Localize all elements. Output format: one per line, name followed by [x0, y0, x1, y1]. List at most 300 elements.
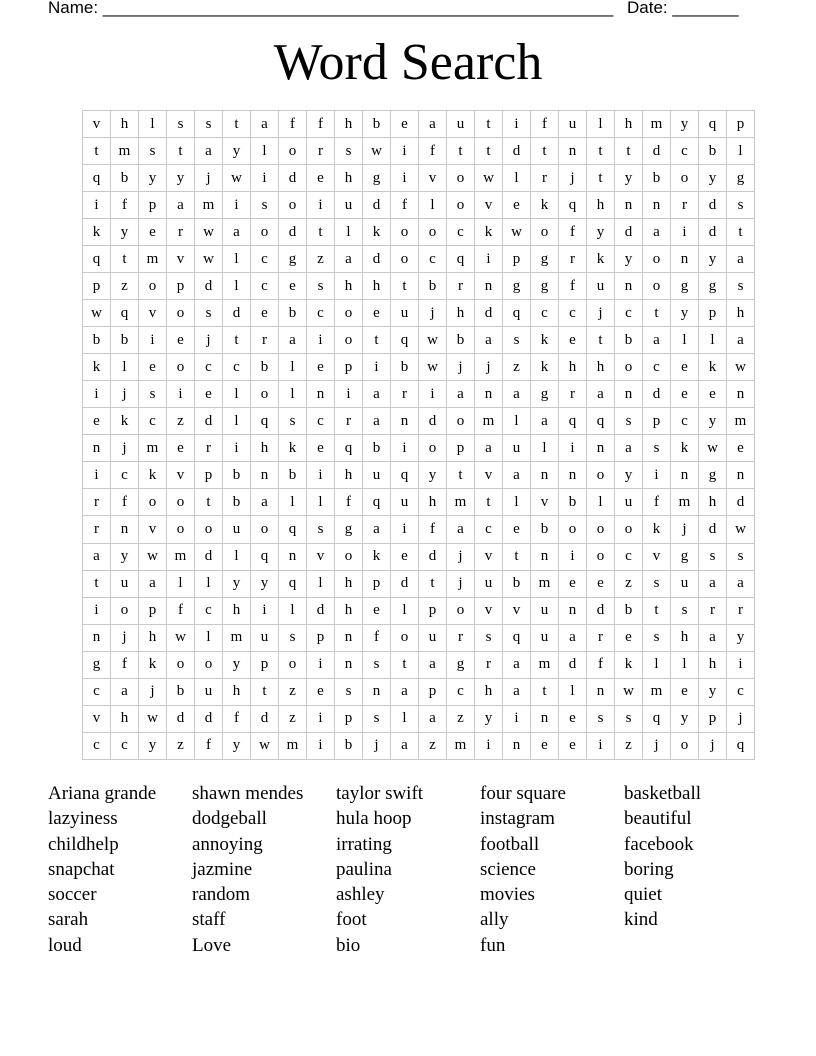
- grid-cell: r: [559, 246, 587, 273]
- grid-cell: t: [447, 138, 475, 165]
- grid-cell: u: [475, 570, 503, 597]
- grid-cell: o: [195, 651, 223, 678]
- grid-cell: w: [83, 300, 111, 327]
- grid-cell: o: [671, 732, 699, 759]
- grid-cell: d: [251, 705, 279, 732]
- grid-cell: n: [503, 732, 531, 759]
- grid-cell: n: [83, 624, 111, 651]
- word-item: instagram: [480, 808, 555, 830]
- grid-cell: e: [195, 381, 223, 408]
- grid-cell: r: [391, 381, 419, 408]
- grid-cell: o: [167, 300, 195, 327]
- grid-row: [83, 651, 755, 678]
- grid-cell: i: [251, 165, 279, 192]
- grid-cell: v: [139, 516, 167, 543]
- grid-cell: j: [111, 381, 139, 408]
- grid-cell: i: [307, 192, 335, 219]
- grid-cell: y: [251, 570, 279, 597]
- grid-cell: e: [307, 678, 335, 705]
- grid-cell: t: [587, 327, 615, 354]
- grid-cell: q: [83, 165, 111, 192]
- grid-cell: r: [307, 138, 335, 165]
- grid-cell: o: [251, 381, 279, 408]
- grid-cell: w: [223, 165, 251, 192]
- grid-cell: g: [335, 516, 363, 543]
- grid-cell: n: [251, 462, 279, 489]
- grid-cell: o: [671, 165, 699, 192]
- grid-cell: z: [111, 273, 139, 300]
- grid-cell: h: [335, 165, 363, 192]
- grid-cell: s: [195, 300, 223, 327]
- grid-cell: r: [587, 624, 615, 651]
- grid-cell: t: [475, 138, 503, 165]
- grid-cell: h: [223, 597, 251, 624]
- word-list: [48, 781, 768, 961]
- word-item: sarah: [48, 909, 89, 931]
- grid-cell: l: [335, 219, 363, 246]
- grid-cell: e: [671, 354, 699, 381]
- grid-cell: b: [223, 462, 251, 489]
- grid-cell: o: [251, 516, 279, 543]
- grid-cell: t: [83, 570, 111, 597]
- grid-cell: d: [195, 273, 223, 300]
- grid-cell: j: [671, 516, 699, 543]
- grid-cell: i: [307, 732, 335, 759]
- word-item: facebook: [624, 833, 694, 855]
- grid-cell: l: [223, 408, 251, 435]
- grid-cell: h: [223, 678, 251, 705]
- grid-cell: j: [419, 300, 447, 327]
- grid-cell: m: [447, 732, 475, 759]
- grid-cell: o: [279, 192, 307, 219]
- grid-cell: l: [559, 678, 587, 705]
- grid-cell: a: [363, 381, 391, 408]
- grid-cell: z: [615, 732, 643, 759]
- grid-cell: l: [223, 543, 251, 570]
- grid-cell: k: [279, 435, 307, 462]
- grid-cell: o: [391, 219, 419, 246]
- grid-cell: i: [727, 651, 755, 678]
- grid-cell: c: [727, 678, 755, 705]
- grid-cell: o: [447, 192, 475, 219]
- grid-cell: k: [139, 462, 167, 489]
- word-item: ashley: [336, 884, 385, 906]
- grid-cell: c: [111, 732, 139, 759]
- grid-cell: n: [615, 273, 643, 300]
- grid-cell: a: [447, 381, 475, 408]
- grid-cell: p: [335, 705, 363, 732]
- grid-cell: h: [587, 354, 615, 381]
- grid-cell: f: [391, 192, 419, 219]
- word-item: movies: [480, 884, 535, 906]
- grid-cell: l: [279, 381, 307, 408]
- grid-cell: f: [223, 705, 251, 732]
- grid-row: [83, 354, 755, 381]
- grid-cell: s: [503, 327, 531, 354]
- grid-cell: b: [223, 489, 251, 516]
- grid-cell: a: [167, 192, 195, 219]
- grid-cell: c: [139, 408, 167, 435]
- grid-row: [83, 381, 755, 408]
- grid-cell: t: [587, 138, 615, 165]
- grid-cell: m: [643, 111, 671, 138]
- grid-cell: p: [727, 111, 755, 138]
- grid-cell: a: [727, 246, 755, 273]
- grid-cell: t: [167, 138, 195, 165]
- grid-cell: t: [307, 219, 335, 246]
- grid-cell: m: [447, 489, 475, 516]
- grid-cell: o: [587, 516, 615, 543]
- grid-cell: b: [391, 354, 419, 381]
- grid-cell: i: [559, 435, 587, 462]
- grid-cell: a: [643, 327, 671, 354]
- grid-cell: w: [139, 705, 167, 732]
- grid-cell: o: [559, 516, 587, 543]
- grid-cell: v: [83, 111, 111, 138]
- grid-cell: r: [699, 597, 727, 624]
- grid-cell: a: [615, 435, 643, 462]
- grid-cell: q: [559, 408, 587, 435]
- grid-cell: a: [419, 111, 447, 138]
- grid-cell: u: [559, 111, 587, 138]
- grid-cell: e: [727, 435, 755, 462]
- grid-cell: i: [419, 381, 447, 408]
- grid-cell: s: [671, 597, 699, 624]
- grid-cell: s: [643, 570, 671, 597]
- grid-cell: f: [531, 111, 559, 138]
- grid-cell: d: [419, 408, 447, 435]
- grid-cell: y: [587, 219, 615, 246]
- grid-cell: w: [419, 327, 447, 354]
- grid-cell: s: [587, 705, 615, 732]
- grid-cell: h: [699, 651, 727, 678]
- word-item: foot: [336, 909, 367, 931]
- grid-row: [83, 219, 755, 246]
- word-column: [48, 781, 188, 958]
- grid-cell: l: [111, 354, 139, 381]
- grid-cell: c: [307, 300, 335, 327]
- grid-cell: w: [615, 678, 643, 705]
- grid-cell: d: [307, 597, 335, 624]
- grid-cell: u: [391, 489, 419, 516]
- grid-cell: z: [419, 732, 447, 759]
- grid-cell: i: [587, 732, 615, 759]
- grid-cell: w: [139, 543, 167, 570]
- grid-cell: p: [307, 624, 335, 651]
- grid-cell: e: [167, 435, 195, 462]
- grid-cell: q: [279, 570, 307, 597]
- grid-cell: n: [111, 516, 139, 543]
- grid-row: [83, 597, 755, 624]
- grid-cell: t: [727, 219, 755, 246]
- word-item: random: [192, 884, 251, 906]
- grid-cell: o: [447, 408, 475, 435]
- grid-cell: l: [419, 192, 447, 219]
- grid-cell: c: [475, 516, 503, 543]
- grid-cell: b: [615, 597, 643, 624]
- grid-cell: y: [419, 462, 447, 489]
- grid-cell: r: [335, 408, 363, 435]
- grid-cell: f: [167, 597, 195, 624]
- grid-cell: k: [363, 543, 391, 570]
- grid-cell: d: [223, 300, 251, 327]
- grid-cell: a: [475, 327, 503, 354]
- grid-cell: i: [223, 192, 251, 219]
- grid-cell: t: [531, 138, 559, 165]
- grid-cell: f: [587, 651, 615, 678]
- grid-cell: u: [391, 300, 419, 327]
- grid-cell: n: [615, 381, 643, 408]
- grid-cell: p: [419, 678, 447, 705]
- grid-cell: a: [699, 570, 727, 597]
- grid-cell: k: [531, 354, 559, 381]
- grid-cell: a: [391, 732, 419, 759]
- grid-cell: e: [363, 597, 391, 624]
- grid-cell: f: [643, 489, 671, 516]
- grid-row: [83, 543, 755, 570]
- grid-cell: w: [503, 219, 531, 246]
- grid-cell: z: [279, 678, 307, 705]
- grid-cell: h: [699, 489, 727, 516]
- grid-cell: u: [111, 570, 139, 597]
- grid-cell: y: [223, 651, 251, 678]
- word-item: basketball: [624, 783, 702, 804]
- grid-cell: i: [139, 327, 167, 354]
- grid-cell: b: [279, 300, 307, 327]
- grid-cell: q: [503, 300, 531, 327]
- grid-cell: j: [111, 624, 139, 651]
- grid-cell: h: [419, 489, 447, 516]
- grid-cell: k: [111, 408, 139, 435]
- grid-cell: u: [363, 462, 391, 489]
- grid-cell: s: [727, 273, 755, 300]
- grid-cell: t: [475, 489, 503, 516]
- word-item: childhelp: [48, 833, 119, 855]
- grid-cell: i: [83, 462, 111, 489]
- grid-cell: l: [391, 597, 419, 624]
- grid-cell: p: [167, 273, 195, 300]
- grid-cell: o: [279, 651, 307, 678]
- grid-row: [83, 516, 755, 543]
- grid-cell: w: [363, 138, 391, 165]
- grid-cell: r: [727, 597, 755, 624]
- grid-cell: r: [447, 273, 475, 300]
- grid-cell: s: [279, 624, 307, 651]
- grid-cell: i: [307, 651, 335, 678]
- grid-cell: t: [223, 327, 251, 354]
- grid-cell: s: [643, 435, 671, 462]
- grid-cell: n: [335, 624, 363, 651]
- grid-cell: i: [83, 597, 111, 624]
- grid-cell: a: [587, 381, 615, 408]
- grid-cell: p: [699, 300, 727, 327]
- grid-row: [83, 705, 755, 732]
- grid-cell: n: [475, 273, 503, 300]
- grid-cell: o: [139, 489, 167, 516]
- grid-cell: l: [503, 489, 531, 516]
- grid-cell: l: [587, 111, 615, 138]
- grid-cell: v: [307, 543, 335, 570]
- grid-row: [83, 624, 755, 651]
- grid-cell: k: [587, 246, 615, 273]
- grid-cell: i: [391, 435, 419, 462]
- grid-cell: l: [223, 273, 251, 300]
- grid-cell: l: [223, 246, 251, 273]
- grid-cell: c: [447, 219, 475, 246]
- word-item: irrating: [336, 833, 392, 855]
- grid-cell: h: [139, 624, 167, 651]
- grid-cell: p: [335, 354, 363, 381]
- word-item: ally: [480, 909, 509, 931]
- grid-cell: j: [587, 300, 615, 327]
- grid-cell: e: [671, 381, 699, 408]
- grid-cell: j: [699, 732, 727, 759]
- grid-cell: u: [223, 516, 251, 543]
- grid-cell: i: [307, 462, 335, 489]
- grid-cell: t: [251, 678, 279, 705]
- grid-cell: h: [111, 111, 139, 138]
- grid-cell: p: [251, 651, 279, 678]
- grid-cell: y: [699, 678, 727, 705]
- grid-cell: e: [307, 435, 335, 462]
- grid-cell: c: [223, 354, 251, 381]
- grid-cell: n: [307, 381, 335, 408]
- grid-cell: e: [307, 165, 335, 192]
- grid-cell: g: [727, 165, 755, 192]
- grid-cell: v: [83, 705, 111, 732]
- grid-cell: n: [671, 246, 699, 273]
- grid-cell: d: [699, 219, 727, 246]
- grid-cell: f: [335, 489, 363, 516]
- grid-cell: o: [447, 165, 475, 192]
- grid-cell: b: [503, 570, 531, 597]
- grid-cell: j: [111, 435, 139, 462]
- grid-cell: s: [615, 408, 643, 435]
- grid-cell: c: [307, 408, 335, 435]
- grid-cell: n: [531, 543, 559, 570]
- grid-cell: n: [587, 435, 615, 462]
- grid-cell: z: [615, 570, 643, 597]
- grid-cell: s: [335, 138, 363, 165]
- grid-cell: n: [83, 435, 111, 462]
- grid-cell: d: [279, 165, 307, 192]
- grid-cell: l: [671, 651, 699, 678]
- grid-cell: f: [419, 138, 447, 165]
- grid-cell: b: [335, 732, 363, 759]
- grid-cell: u: [251, 624, 279, 651]
- grid-cell: b: [111, 165, 139, 192]
- grid-cell: y: [223, 732, 251, 759]
- grid-cell: y: [615, 165, 643, 192]
- grid-cell: w: [251, 732, 279, 759]
- grid-cell: c: [251, 273, 279, 300]
- grid-cell: i: [391, 165, 419, 192]
- grid-cell: d: [195, 705, 223, 732]
- grid-cell: b: [643, 165, 671, 192]
- word-column: [192, 781, 332, 958]
- grid-cell: i: [307, 327, 335, 354]
- grid-cell: d: [167, 705, 195, 732]
- grid-cell: n: [615, 192, 643, 219]
- grid-cell: e: [391, 543, 419, 570]
- grid-cell: r: [83, 489, 111, 516]
- grid-cell: o: [279, 138, 307, 165]
- grid-cell: a: [503, 381, 531, 408]
- grid-cell: m: [531, 570, 559, 597]
- grid-cell: o: [419, 219, 447, 246]
- word-search-grid: [82, 110, 755, 760]
- grid-cell: y: [671, 111, 699, 138]
- grid-cell: u: [195, 678, 223, 705]
- grid-cell: n: [391, 408, 419, 435]
- grid-cell: u: [531, 597, 559, 624]
- grid-cell: s: [363, 651, 391, 678]
- grid-cell: f: [111, 489, 139, 516]
- grid-cell: p: [419, 597, 447, 624]
- grid-cell: b: [363, 435, 391, 462]
- grid-cell: d: [559, 651, 587, 678]
- grid-cell: l: [139, 111, 167, 138]
- grid-cell: k: [671, 435, 699, 462]
- grid-cell: e: [587, 570, 615, 597]
- grid-cell: i: [83, 192, 111, 219]
- grid-cell: j: [447, 570, 475, 597]
- grid-cell: e: [699, 381, 727, 408]
- grid-cell: b: [447, 327, 475, 354]
- grid-cell: p: [503, 246, 531, 273]
- grid-row: [83, 192, 755, 219]
- grid-cell: e: [307, 354, 335, 381]
- grid-cell: p: [699, 705, 727, 732]
- grid-cell: a: [279, 327, 307, 354]
- grid-cell: v: [503, 597, 531, 624]
- grid-cell: n: [643, 192, 671, 219]
- grid-cell: j: [447, 354, 475, 381]
- grid-row: [83, 678, 755, 705]
- grid-cell: o: [643, 273, 671, 300]
- word-item: kind: [624, 909, 658, 931]
- grid-cell: j: [195, 327, 223, 354]
- grid-cell: b: [615, 327, 643, 354]
- grid-cell: u: [587, 273, 615, 300]
- grid-cell: i: [503, 705, 531, 732]
- grid-cell: s: [475, 624, 503, 651]
- grid-cell: d: [643, 381, 671, 408]
- grid-cell: i: [503, 111, 531, 138]
- grid-cell: k: [83, 219, 111, 246]
- grid-cell: a: [643, 219, 671, 246]
- grid-cell: o: [335, 543, 363, 570]
- grid-cell: o: [531, 219, 559, 246]
- grid-cell: o: [335, 300, 363, 327]
- grid-cell: k: [699, 354, 727, 381]
- grid-cell: y: [615, 246, 643, 273]
- grid-cell: m: [643, 678, 671, 705]
- grid-cell: p: [643, 408, 671, 435]
- grid-cell: j: [559, 165, 587, 192]
- grid-cell: i: [363, 354, 391, 381]
- grid-cell: z: [447, 705, 475, 732]
- grid-cell: l: [727, 138, 755, 165]
- grid-cell: d: [699, 192, 727, 219]
- grid-cell: n: [559, 138, 587, 165]
- grid-cell: f: [363, 624, 391, 651]
- grid-row: [83, 570, 755, 597]
- grid-cell: o: [195, 516, 223, 543]
- grid-cell: i: [559, 543, 587, 570]
- grid-cell: a: [139, 570, 167, 597]
- grid-cell: z: [167, 408, 195, 435]
